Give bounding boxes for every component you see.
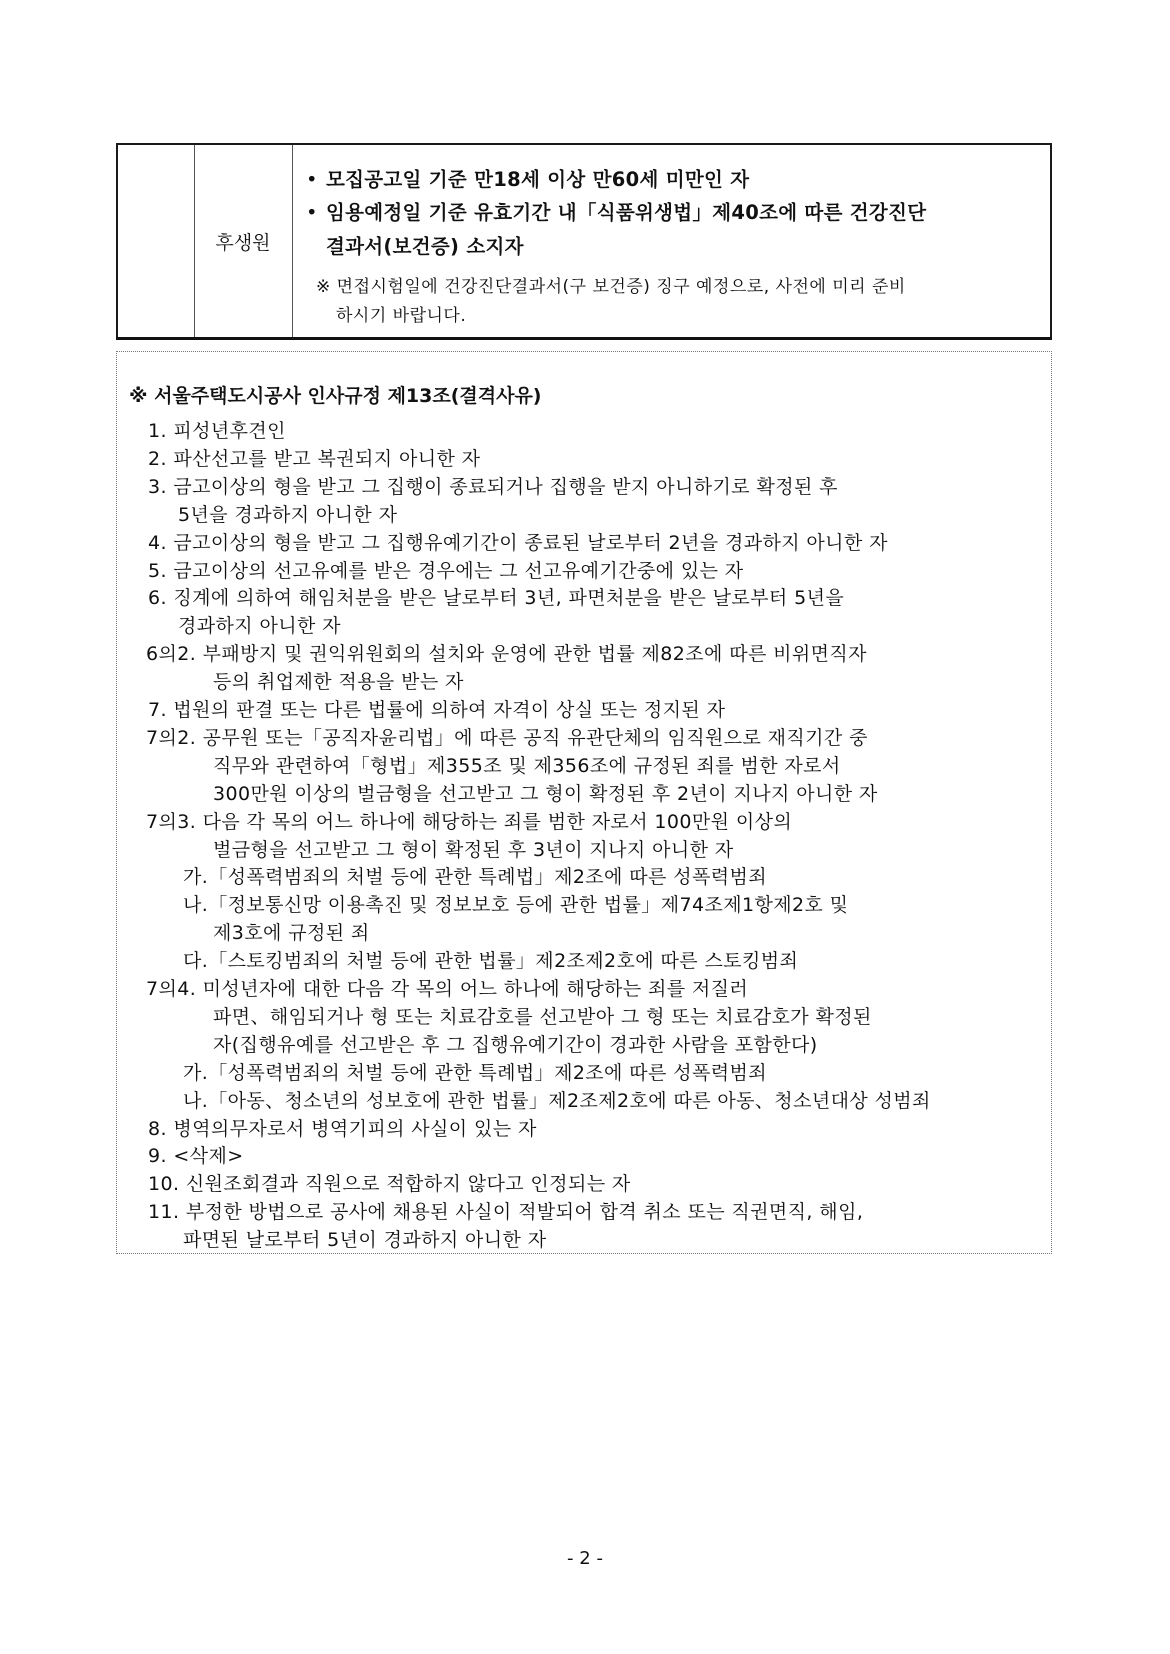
requirements-cell [292, 145, 1050, 337]
list-line: 8. 병역의무자로서 병역기피의 사실이 있는 자 [148, 1117, 537, 1140]
requirement-item [306, 164, 749, 192]
page-number: - 2 - [567, 1548, 603, 1569]
list-line: 7의3. 다음 각 목의 어느 하나에 해당하는 죄를 범한 자로서 100만원 이상의 [146, 810, 793, 833]
disqualification-title: ※ 서울주택도시공사 인사규정 제13조(결격사유) [129, 385, 542, 407]
eligibility-table [116, 143, 1052, 340]
requirement-text: 결과서(보건증) 소지자 [326, 235, 524, 258]
list-line: 제3호에 규정된 죄 [213, 922, 370, 945]
list-line: 5년을 경과하지 아니한 자 [178, 503, 398, 526]
list-line: 3. 금고이상의 형을 받고 그 집행이 종료되거나 집행을 받지 아니하기로 확정된 후 [148, 475, 838, 498]
list-line: 파면된 날로부터 5년이 경과하지 아니한 자 [183, 1229, 547, 1252]
list-line: 4. 금고이상의 형을 받고 그 집행유예기간이 종료된 날로부터 2년을 경과하지 아니한 자 [148, 531, 888, 554]
position-cell [194, 145, 293, 337]
list-line: 1. 피성년후견인 [148, 420, 286, 442]
list-line: 300만원 이상의 벌금형을 선고받고 그 형이 확정된 후 2년이 지나지 아니한 자 [213, 782, 878, 805]
note-line: ※ 면접시험일에 건강진단결과서(구 보건증) 징구 예정으로, 사전에 미리 준비 [316, 277, 906, 297]
list-line: 7. 법원의 판결 또는 다른 법률에 의하여 자격이 상실 또는 정지된 자 [148, 699, 726, 721]
list-line: 직무와 관련하여「형법」제355조 및 제356조에 규정된 죄를 범한 자로서 [213, 754, 841, 777]
category-cell [118, 145, 195, 337]
bullet-icon: • [306, 168, 318, 191]
list-line: 7의2. 공무원 또는「공직자윤리법」에 따른 공직 유관단체의 임직원으로 재직기간 중 [146, 726, 868, 749]
position-label: 후생원 [215, 231, 271, 254]
list-line: 10. 신원조회결과 직원으로 적합하지 않다고 인정되는 자 [148, 1173, 631, 1196]
list-line: 등의 취업제한 적용을 받는 자 [213, 671, 464, 694]
list-line: 6의2. 부패방지 및 권익위원회의 설치와 운영에 관한 법률 제82조에 따른 비위면직자 [146, 643, 867, 666]
list-line: 벌금형을 선고받고 그 형이 확정된 후 3년이 지나지 아니한 자 [213, 838, 734, 861]
list-line: 나.「정보통신망 이용촉진 및 정보보호 등에 관한 법률」제74조제1항제2호 및 [183, 894, 849, 917]
list-line: 나.「아동、청소년의 성보호에 관한 법률」제2조제2호에 따른 아동、청소년대상 성범죄 [183, 1089, 931, 1112]
list-line: 가.「성폭력범죄의 처벌 등에 관한 특례법」제2조에 따른 성폭력범죄 [183, 1061, 767, 1084]
list-line: 경과하지 아니한 자 [178, 615, 341, 638]
list-line: 자(집행유예를 선고받은 후 그 집행유예기간이 경과한 사람을 포함한다) [213, 1033, 818, 1056]
requirement-text: 임용예정일 기준 유효기간 내「식품위생법」제40조에 따른 건강진단 [326, 201, 927, 224]
list-line: 9. <삭제> [148, 1145, 244, 1168]
list-line: 다.「스토킹범죄의 처벌 등에 관한 법률」제2조제2호에 따른 스토킹범죄 [183, 950, 799, 973]
list-line: 11. 부정한 방법으로 공사에 채용된 사실이 적발되어 합격 취소 또는 직권면직, 해임, [148, 1201, 864, 1224]
list-line: 5. 금고이상의 선고유예를 받은 경우에는 그 선고유예기간중에 있는 자 [148, 559, 744, 582]
note-line: 하시기 바랍니다. [336, 306, 467, 326]
requirement-item [306, 231, 524, 259]
list-line: 7의4. 미성년자에 대한 다음 각 목의 어느 하나에 해당하는 죄를 저질러 [146, 978, 749, 1000]
list-line: 2. 파산선고를 받고 복권되지 아니한 자 [148, 447, 481, 470]
requirement-text: 모집공고일 기준 만18세 이상 만60세 미만인 자 [326, 168, 750, 191]
list-line: 6. 징계에 의하여 해임처분을 받은 날로부터 3년, 파면처분을 받은 날로부터 5년을 [148, 587, 845, 610]
requirement-item [306, 197, 926, 225]
bullet-icon: • [306, 201, 318, 224]
list-line: 가.「성폭력범죄의 처벌 등에 관한 특례법」제2조에 따른 성폭력범죄 [183, 866, 767, 889]
list-line: 파면、해임되거나 형 또는 치료감호를 선고받아 그 형 또는 치료감호가 확정된 [213, 1005, 872, 1028]
